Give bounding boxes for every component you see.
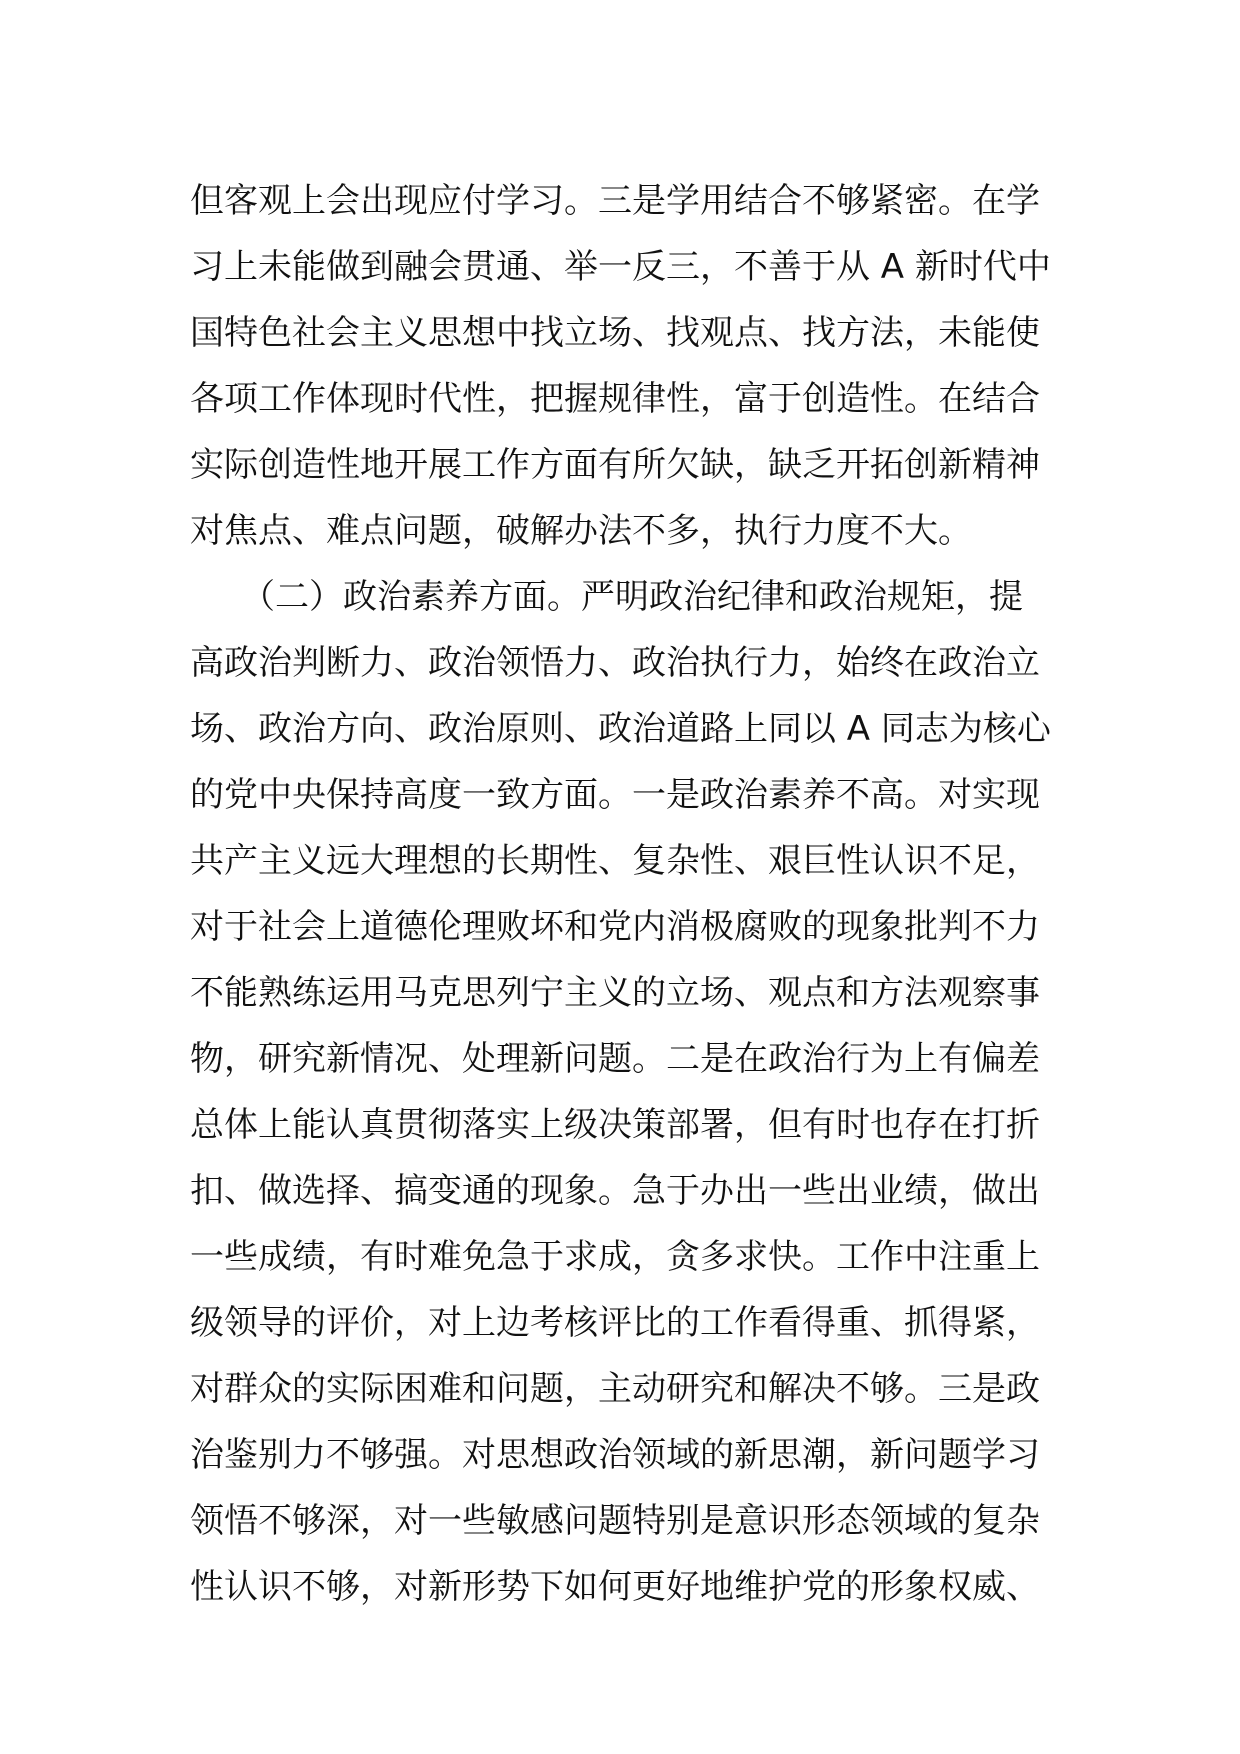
text-line: 的党中央保持高度一致方面。一是政治素养不高。对实现 xyxy=(190,775,1040,815)
text-line: 对群众的实际困难和问题，主动研究和解决不够。三是政 xyxy=(190,1369,1040,1409)
text-line: 扣、做选择、搞变通的现象。急于办出一些出业绩，做出 xyxy=(190,1171,1040,1211)
text-line: 总体上能认真贯彻落实上级决策部署，但有时也存在打折 xyxy=(190,1105,1040,1145)
text-line: 对于社会上道德伦理败坏和党内消极腐败的现象批判不力 xyxy=(190,907,1040,947)
text-line: 物，研究新情况、处理新问题。二是在政治行为上有偏差 xyxy=(190,1039,1040,1079)
text-line: 习上未能做到融会贯通、举一反三，不善于从 A 新时代中 xyxy=(190,247,1051,287)
text-line: 对焦点、难点问题，破解办法不多，执行力度不大。 xyxy=(190,511,972,551)
text-line: 实际创造性地开展工作方面有所欠缺，缺乏开拓创新精神 xyxy=(190,445,1040,485)
text-line: 治鉴别力不够强。对思想政治领域的新思潮，新问题学习 xyxy=(190,1435,1040,1475)
text-line: 性认识不够，对新形势下如何更好地维护党的形象权威、 xyxy=(190,1567,1040,1607)
text-line: 场、政治方向、政治原则、政治道路上同以 A 同志为核心 xyxy=(190,709,1051,749)
text-line: 各项工作体现时代性，把握规律性，富于创造性。在结合 xyxy=(190,379,1040,419)
text-line: 领悟不够深，对一些敏感问题特别是意识形态领域的复杂 xyxy=(190,1501,1040,1541)
text-line: 但客观上会出现应付学习。三是学用结合不够紧密。在学 xyxy=(190,181,1040,221)
body-text xyxy=(190,168,1070,1620)
text-line: 不能熟练运用马克思列宁主义的立场、观点和方法观察事 xyxy=(190,973,1040,1013)
text-line: 一些成绩，有时难免急于求成，贪多求快。工作中注重上 xyxy=(190,1237,1040,1277)
section-heading-line: （二）政治素养方面。严明政治纪律和政治规矩，提 xyxy=(190,577,1023,617)
text-line: 级领导的评价，对上边考核评比的工作看得重、抓得紧， xyxy=(190,1303,1040,1343)
text-line: 国特色社会主义思想中找立场、找观点、找方法，未能使 xyxy=(190,313,1040,353)
text-line: 共产主义远大理想的长期性、复杂性、艰巨性认识不足， xyxy=(190,841,1040,881)
text-line: 高政治判断力、政治领悟力、政治执行力，始终在政治立 xyxy=(190,643,1040,683)
